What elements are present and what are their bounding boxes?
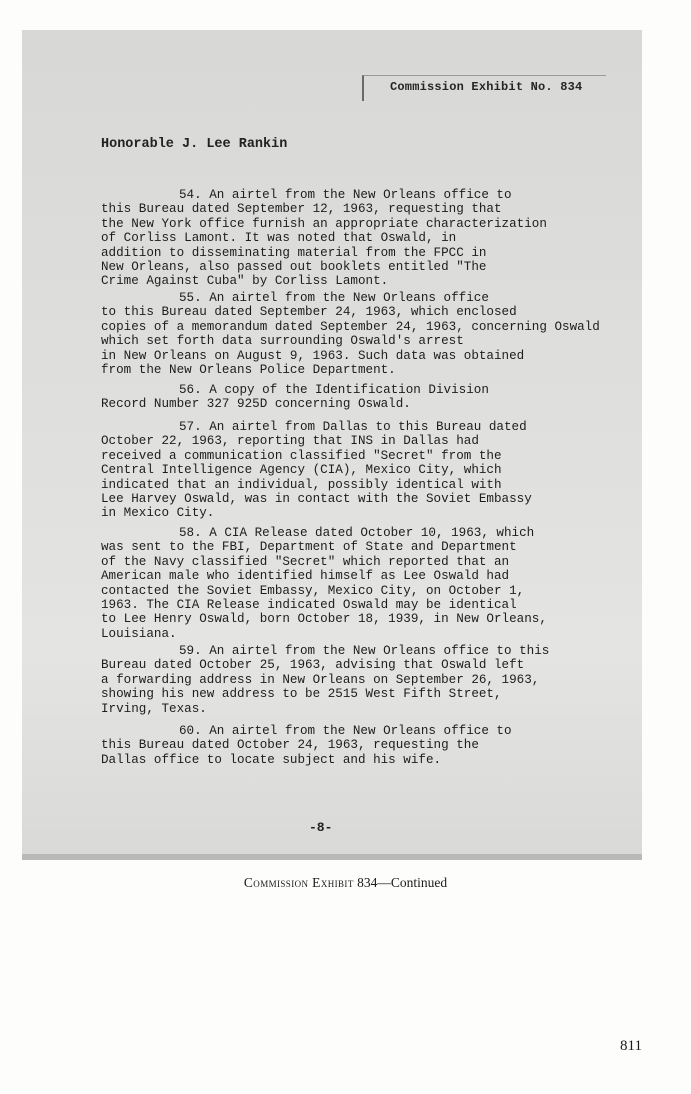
item-line <box>101 260 621 274</box>
item-line <box>101 584 621 598</box>
item-line <box>101 334 621 348</box>
item-number: 54. <box>179 188 202 202</box>
item-text: which set forth data surrounding Oswald's arrest <box>101 334 464 349</box>
item-line <box>101 569 621 583</box>
exhibit-stamp: Commission Exhibit No. 834 <box>362 75 606 101</box>
item-text: received a communication classified "Secret" from the <box>101 448 502 463</box>
item-text: An airtel from the New Orleans office to <box>209 188 512 202</box>
enclosure-item <box>101 188 621 289</box>
item-text: the New York office furnish an appropriate characterization <box>101 216 547 231</box>
item-text: October 22, 1963, reporting that INS in Dallas had <box>101 434 479 449</box>
item-text: An airtel from the New Orleans office <box>209 291 489 305</box>
item-line <box>101 363 621 377</box>
item-text: Irving, Texas. <box>101 701 207 716</box>
item-line <box>101 320 621 334</box>
item-line <box>101 397 621 411</box>
item-text: Louisiana. <box>101 626 177 641</box>
item-line <box>101 246 621 260</box>
item-line <box>101 644 621 658</box>
item-line <box>101 202 621 216</box>
caption-suffix: —Continued <box>377 875 448 890</box>
item-text: from the New Orleans Police Department. <box>101 363 396 378</box>
item-number: 57. <box>179 420 202 434</box>
caption-label: Commission Exhibit <box>243 875 354 890</box>
item-line <box>101 478 621 492</box>
item-line <box>101 555 621 569</box>
enclosure-item <box>101 644 621 716</box>
item-text: in New Orleans on August 9, 1963. Such data was obtained <box>101 348 525 363</box>
item-text: addition to disseminating material from the FPCC in <box>101 245 487 260</box>
item-line <box>101 753 621 767</box>
item-number: 59. <box>179 644 202 658</box>
item-text: to Lee Henry Oswald, born October 18, 1939, in New Orleans, <box>101 612 547 627</box>
item-text: A copy of the Identification Division <box>209 383 489 397</box>
item-text: contacted the Soviet Embassy, Mexico City, on October 1, <box>101 583 525 598</box>
item-text: indicated that an individual, possibly identical with <box>101 477 502 492</box>
item-text: of the Navy classified "Secret" which reported that an <box>101 554 510 569</box>
item-number: 58. <box>179 526 202 540</box>
item-text: An airtel from Dallas to this Bureau dated <box>209 420 527 434</box>
enclosure-item <box>101 724 621 767</box>
item-line <box>101 738 621 752</box>
item-number: 56. <box>179 383 202 397</box>
item-line <box>101 434 621 448</box>
item-line <box>101 349 621 363</box>
enclosure-item <box>101 420 621 521</box>
item-text: Crime Against Cuba" by Corliss Lamont. <box>101 274 389 289</box>
item-text: Central Intelligence Agency (CIA), Mexico City, which <box>101 463 502 478</box>
item-text: to this Bureau dated September 24, 1963, which enclosed <box>101 305 517 320</box>
item-line <box>101 627 621 641</box>
item-text: copies of a memorandum dated September 24, 1963, concerning Oswald <box>101 319 600 334</box>
item-text: An airtel from the New Orleans office to this <box>209 644 550 658</box>
item-text: of Corliss Lamont. It was noted that Oswald, in <box>101 231 457 246</box>
item-line <box>101 305 621 319</box>
exhibit-caption <box>0 875 691 891</box>
enclosure-item <box>101 383 621 412</box>
letter-page-number: -8- <box>309 820 333 835</box>
item-text: American male who identified himself as Lee Oswald had <box>101 569 510 584</box>
item-text: Dallas office to locate subject and his wife. <box>101 752 442 767</box>
item-line <box>101 658 621 672</box>
volume-page-number: 811 <box>620 1038 642 1054</box>
item-number: 55. <box>179 291 202 305</box>
item-line <box>101 526 621 540</box>
enclosure-item <box>101 291 621 377</box>
item-line <box>101 291 621 305</box>
item-text: 1963. The CIA Release indicated Oswald may be identical <box>101 598 517 613</box>
item-line <box>101 702 621 716</box>
item-text: A CIA Release dated October 10, 1963, which <box>209 526 535 540</box>
item-line <box>101 612 621 626</box>
item-number: 60. <box>179 724 202 738</box>
item-text: An airtel from the New Orleans office to <box>209 724 512 738</box>
item-line <box>101 420 621 434</box>
item-line <box>101 492 621 506</box>
item-text: New Orleans, also passed out booklets entitled "The <box>101 260 487 275</box>
item-text: a forwarding address in New Orleans on September 26, 1963, <box>101 672 540 687</box>
item-line <box>101 673 621 687</box>
item-line <box>101 598 621 612</box>
caption-number: 834 <box>357 875 378 890</box>
item-line <box>101 449 621 463</box>
item-line <box>101 217 621 231</box>
item-line <box>101 506 621 520</box>
item-line <box>101 724 621 738</box>
item-line <box>101 463 621 477</box>
item-text: this Bureau dated September 12, 1963, requesting that <box>101 202 502 217</box>
item-line <box>101 188 621 202</box>
item-text: Lee Harvey Oswald, was in contact with the Soviet Embassy <box>101 492 532 507</box>
item-line <box>101 274 621 288</box>
item-text: Record Number 327 925D concerning Oswald. <box>101 397 411 412</box>
item-text: in Mexico City. <box>101 506 215 521</box>
item-text: this Bureau dated October 24, 1963, requesting the <box>101 738 479 753</box>
item-text: Bureau dated October 25, 1963, advising that Oswald left <box>101 658 525 673</box>
item-line <box>101 687 621 701</box>
item-text: was sent to the FBI, Department of State and Department <box>101 540 517 555</box>
item-text: showing his new address to be 2515 West Fifth Street, <box>101 687 502 702</box>
enclosure-item <box>101 526 621 641</box>
item-line <box>101 540 621 554</box>
addressee: Honorable J. Lee Rankin <box>101 137 288 152</box>
item-line <box>101 383 621 397</box>
item-line <box>101 231 621 245</box>
